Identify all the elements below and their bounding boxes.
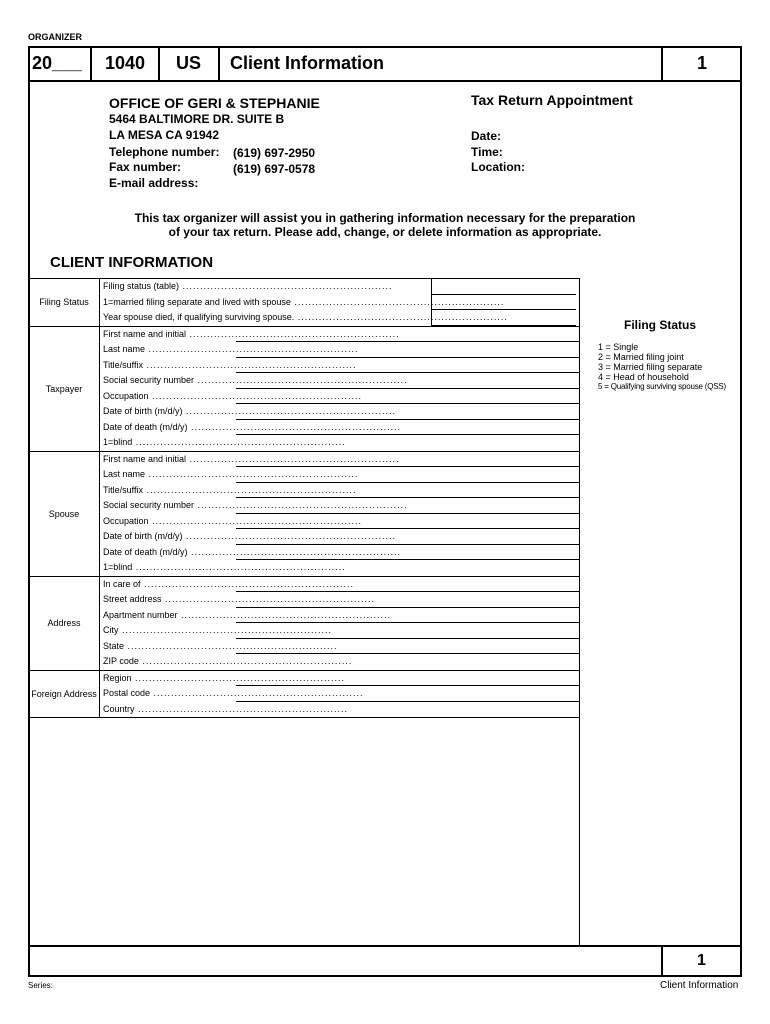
spouse-blind-field[interactable] (236, 560, 580, 576)
section-label: Filing Status (29, 279, 100, 326)
fax-label: Fax number: (109, 160, 182, 174)
filing-status-field[interactable] (431, 279, 576, 295)
row-label: State ............................................................ (103, 640, 338, 651)
email-label: E-mail address: (109, 176, 199, 190)
legend-item: 3 = Married filing separate (598, 362, 703, 372)
form-number: 1040 (105, 53, 146, 73)
header-page-number: 1 (697, 53, 708, 73)
table-row (100, 342, 580, 358)
page-title: Client Information (230, 53, 384, 73)
footer-divider (29, 945, 741, 947)
legend-item: 2 = Married filing joint (598, 352, 684, 362)
taxpayer-ssn-field[interactable] (236, 373, 580, 389)
section-label: Foreign Address (29, 671, 100, 718)
series-label: Series: (28, 981, 53, 990)
row-label: City ............................................................ (103, 625, 333, 635)
table-row (100, 420, 580, 436)
married-separate-field[interactable] (431, 295, 576, 311)
spouse-occupation-field[interactable] (236, 514, 580, 530)
organizer-label: ORGANIZER (28, 32, 82, 42)
country-field[interactable] (236, 702, 580, 718)
spouse-dod-field[interactable] (236, 545, 580, 561)
section-filing-status (29, 279, 580, 326)
fax-value: (619) 697-0578 (233, 162, 316, 176)
office-name: OFFICE OF GERI & STEPHANIE (109, 95, 320, 111)
taxpayer-first-name-field[interactable] (236, 327, 580, 343)
row-label: Date of birth (m/d/y) ............................................................ (103, 406, 397, 416)
spouse-last-name-field[interactable] (236, 467, 580, 483)
row-label: Social security number ............................................................ (103, 500, 408, 510)
taxpayer-dod-field[interactable] (236, 420, 580, 436)
office-street: 5464 BALTIMORE DR. SUITE B (109, 112, 285, 126)
apartment-number-field[interactable] (236, 608, 580, 624)
taxpayer-dob-field[interactable] (236, 404, 580, 420)
row-label: Occupation ............................................................ (103, 515, 363, 526)
year-spouse-died-field[interactable] (431, 310, 576, 326)
spouse-ssn-field[interactable] (236, 498, 580, 514)
section-foreign-address (29, 670, 580, 718)
table-row (100, 467, 580, 483)
table-row (100, 545, 580, 561)
spouse-dob-field[interactable] (236, 529, 580, 545)
section-taxpayer (29, 326, 580, 451)
table-row (100, 435, 580, 451)
table-row (100, 404, 580, 420)
table-row (100, 373, 580, 389)
row-label: ZIP code ............................................................ (103, 656, 353, 666)
taxpayer-suffix-field[interactable] (236, 358, 580, 374)
footer-form-name: Client Information (660, 980, 739, 991)
table-row (100, 514, 580, 530)
table-row (100, 702, 580, 718)
row-label: Postal code ............................................................ (103, 688, 364, 698)
row-label: Year spouse died, if qualifying surviving spouse. ............................................................ (103, 312, 508, 322)
appointment-date-label: Date: (471, 129, 502, 143)
office-city: LA MESA CA 91942 (109, 128, 220, 142)
row-label: Social security number ............................................................ (103, 375, 408, 385)
row-label: First name and initial ............................................................ (103, 328, 400, 339)
row-label: Street address ............................................................ (103, 594, 376, 604)
table-row (100, 389, 580, 405)
row-label: Occupation ............................................................ (103, 390, 363, 401)
row-label: Title/suffix ............................................................ (103, 359, 357, 370)
table-row (100, 452, 580, 468)
city-field[interactable] (236, 623, 580, 639)
filing-status-legend-title: Filing Status (624, 318, 696, 332)
row-label: Filing status (table) ............................................................ (103, 281, 393, 291)
table-row (100, 654, 580, 670)
street-address-field[interactable] (236, 592, 580, 608)
client-info-table (29, 278, 580, 718)
appointment-time-label: Time: (471, 145, 503, 159)
table-row (100, 639, 580, 655)
table-row (100, 498, 580, 514)
appointment-location-label: Location: (471, 160, 525, 174)
row-label: 1=married filing separate and lived with spouse ............................................................ (103, 296, 505, 307)
section-label: Address (29, 577, 100, 670)
client-info-title: CLIENT INFORMATION (50, 254, 214, 271)
jurisdiction: US (176, 53, 202, 73)
table-row (100, 686, 580, 702)
row-label: First name and initial ............................................................ (103, 453, 400, 464)
table-row (100, 310, 580, 326)
row-label: Apartment number ............................................................ (103, 609, 392, 620)
row-label: Region ............................................................ (103, 672, 346, 683)
intro-line-2: of your tax return. Please add, change, or delete information as appropriate. (168, 225, 602, 239)
table-right-border (579, 278, 580, 945)
section-spouse (29, 451, 580, 576)
taxpayer-last-name-field[interactable] (236, 342, 580, 358)
phone-label: Telephone number: (109, 145, 220, 159)
row-label: Title/suffix ............................................................ (103, 484, 357, 495)
table-row (100, 560, 580, 576)
legend-item: 4 = Head of household (598, 372, 689, 382)
table-row (100, 671, 580, 687)
spouse-first-name-field[interactable] (236, 452, 580, 468)
region-field[interactable] (236, 671, 580, 687)
row-label: 1=blind ............................................................ (103, 562, 346, 572)
appointment-title: Tax Return Appointment (471, 92, 633, 108)
filing-status-legend (598, 342, 726, 392)
section-label: Spouse (29, 452, 100, 576)
row-label: 1=blind ............................................................ (103, 437, 346, 447)
table-row (100, 295, 580, 311)
intro-line-1: This tax organizer will assist you in gathering information necessary for the preparation (134, 211, 636, 225)
state-field[interactable] (236, 639, 580, 655)
tax-year: 20___ (32, 53, 83, 73)
zip-code-field[interactable] (236, 654, 580, 670)
legend-item: 5 = Qualifying surviving spouse (QSS) (598, 382, 726, 391)
footer-page-number: 1 (697, 952, 706, 969)
section-label: Taxpayer (29, 327, 100, 451)
table-row (100, 327, 580, 343)
section-address (29, 576, 580, 670)
table-row (100, 358, 580, 374)
in-care-of-field[interactable] (236, 577, 580, 593)
row-label: Date of death (m/d/y) ............................................................ (103, 546, 402, 557)
table-row (100, 483, 580, 499)
taxpayer-occupation-field[interactable] (236, 389, 580, 405)
row-label: Last name ............................................................ (103, 344, 359, 354)
footer-cell-divider (661, 945, 663, 977)
table-row (100, 529, 580, 545)
table-row (100, 577, 580, 593)
row-label: Date of birth (m/d/y) ............................................................ (103, 531, 397, 541)
table-row (100, 623, 580, 639)
table-row (100, 608, 580, 624)
row-label: Date of death (m/d/y) ............................................................ (103, 421, 402, 432)
spouse-suffix-field[interactable] (236, 483, 580, 499)
postal-code-field[interactable] (236, 686, 580, 702)
phone-value: (619) 697-2950 (233, 146, 316, 160)
row-label: Last name ............................................................ (103, 469, 359, 479)
legend-item: 1 = Single (598, 342, 639, 352)
row-label: In care of ............................................................ (103, 578, 355, 589)
row-label: Country ............................................................ (103, 703, 349, 714)
intro-text (100, 211, 670, 239)
table-row (100, 279, 580, 295)
taxpayer-blind-field[interactable] (236, 435, 580, 451)
table-row (100, 592, 580, 608)
